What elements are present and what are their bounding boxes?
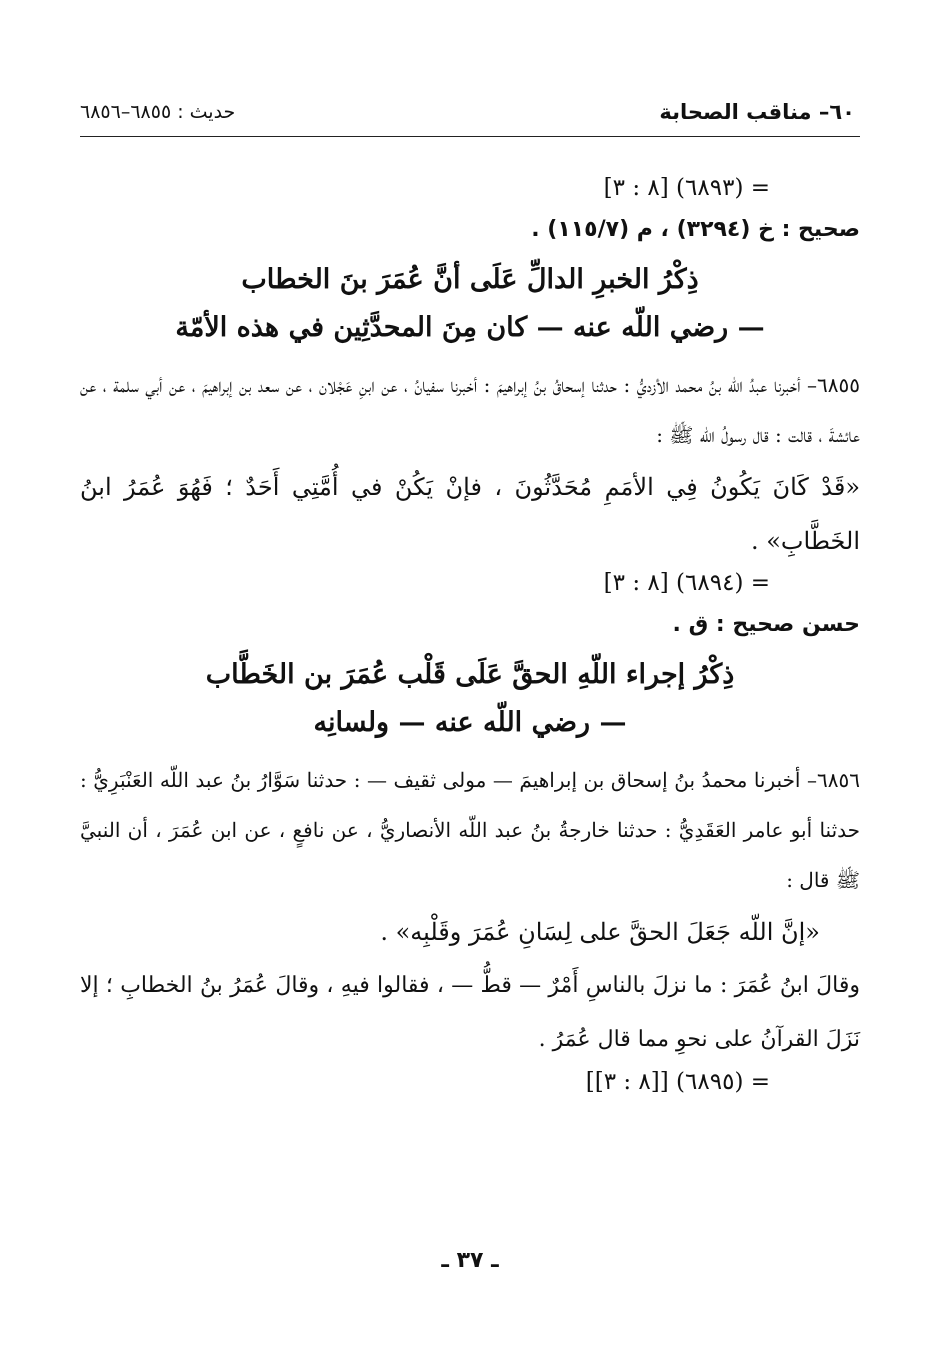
section-heading-2-line2: — رضي اللّه عنه — ولسانِه [313,707,627,738]
running-header [80,92,855,132]
hadith-6856-matn: «إنَّ اللّه جَعَلَ الحقَّ على لِسَانِ عُمَرَ وقَلْبِه» . [380,918,820,946]
section-heading-2-line1: ذِكْرُ إجراء اللّهِ الحقَّ عَلَى قَلْب عُمَرَ بن الخَطَّاب [205,659,735,690]
hadith-6856-narration: وقالَ ابنُ عُمَرَ : ما نزلَ بالناسِ أَمْرٌ — قطُّ — ، فقالوا فيهِ ، وقالَ عُمَرُ بنُ الخطابِ ؛ إلا نَزَلَ القرآنُ على نحوِ مما قال عُمَرُ . [80,973,860,1052]
cross-reference-3: = (٦٨٩٥) [[٨ : ٣]] [585,1069,770,1095]
header-divider [80,136,860,137]
hadith-6855-matn: «قَدْ كَانَ يَكُونُ فِي الأمَمِ مُحَدَّثُونَ ، فإنْ يَكُنْ في أُمَّتِي أَحَدٌ ؛ فَهُوَ عُمَرُ ابنُ الخَطَّابِ» . [80,473,861,555]
page-number: ـ ٣٧ ـ [441,1248,499,1273]
grading-1: صحيح : خ (٣٢٩٤) ، م (١١٥/٧) . [531,217,860,242]
hadith-6855-isnad: ٦٨٥٥– أخبرنا عبدُ اللّه بنُ محمد الأزديُّ : حدثنا إسحاقُ بنُ إبراهيمَ : أخبرنا سفيانُ ، عن ابنِ عَجْلان ، عن سعد بن إبراهيمَ ، عن أبي سلمة ، عن عائشةَ ، قالت : قال رسولُ اللّه ﷺ : [80,373,860,447]
cross-reference-1: = (٦٨٩٣) [٨ : ٣] [603,175,770,201]
section-heading-1 [80,256,860,352]
grading-2: حسن صحيح : ق . [672,612,860,637]
cross-reference-2: = (٦٨٩٤) [٨ : ٣] [603,570,770,596]
hadith-6856-isnad: ٦٨٥٦– أخبرنا محمدُ بنُ إسحاق بن إبراهيمَ — مولى ثقيف — : حدثنا سَوَّارُ بنُ عبد اللّه العَنْبَرِيُّ : حدثنا أبو عامر العَقَدِيُّ : حدثنا خارجةُ بنُ عبد اللّه الأنصاريُّ ، عن نافعٍ ، عن ابن عُمَرَ ، أن النبيَّ ﷺ قال : [80,768,861,892]
section-heading-1-line2: — رضي اللّه عنه — كان مِنَ المحدَّثِين في هذه الأمّة [175,312,765,343]
section-heading-2 [80,651,860,747]
hadith-range: حديث : ٦٨٥٥–٦٨٥٦ [80,101,236,123]
chapter-title: ٦٠– مناقب الصحابة [659,100,855,124]
section-heading-1-line1: ذِكْرُ الخبرِ الدالِّ عَلَى أنَّ عُمَرَ بنَ الخطاب [241,264,699,295]
page-body [80,175,860,1111]
